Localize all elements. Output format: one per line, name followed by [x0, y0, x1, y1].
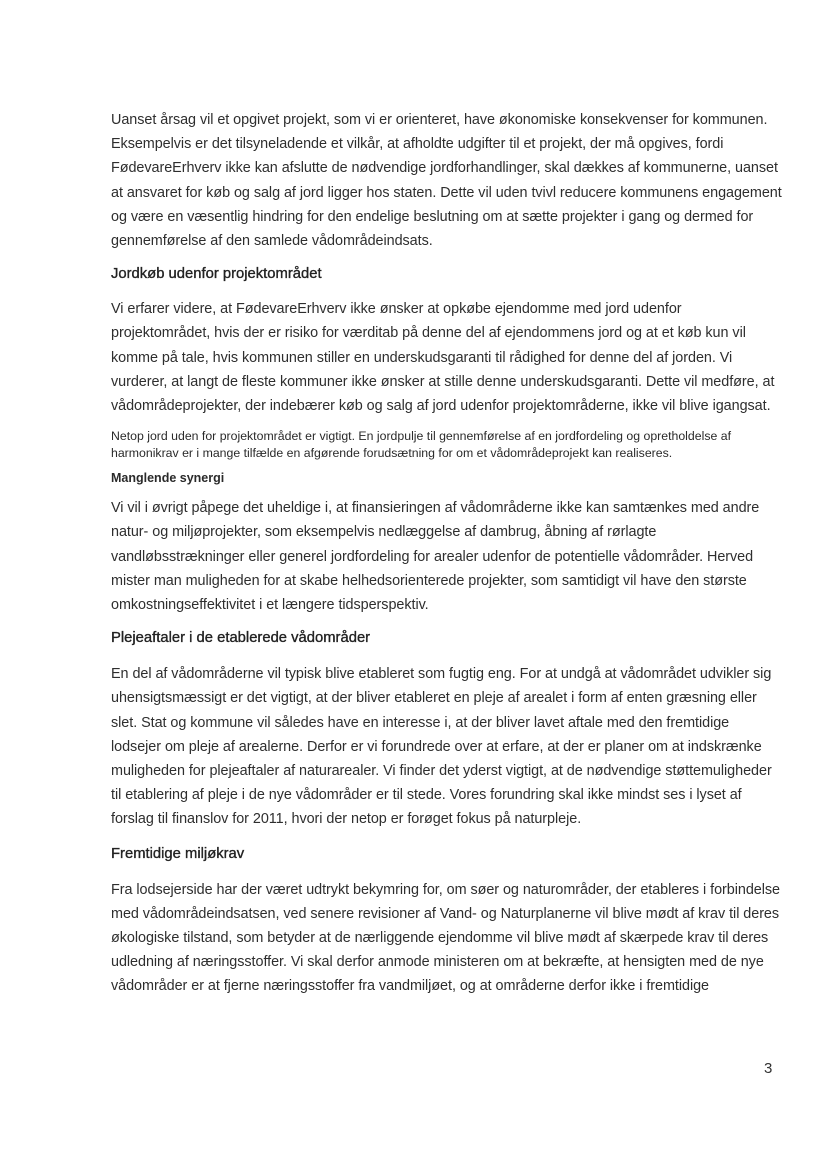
paragraph-miljoekrav: Fra lodsejerside har der været udtrykt bekymring for, om søer og naturområder, der etableres i forbindelse med vådområdeindsatsen, ved senere revisioner af Vand- og Naturplanerne vil blive mødt af krav til deres økologiske tilstand, som betyder at de nærliggende ejendomme vil blive mødt af skærpede krav til deres udledning af næringsstoffer. Vi skal derfor anmode ministeren om at bekræfte, at hensigten med de nye vådområder er at fjerne næringsstoffer fra vandmiljøet, og at områderne derfor ikke i fremtidige: [111, 881, 780, 995]
page-number: 3: [764, 1060, 773, 1077]
document-body: [111, 108, 783, 999]
heading-fremtidige-miljoekrav: Fremtidige miljøkrav: [111, 845, 245, 862]
paragraph-jordkoeb: Vi erfarer videre, at FødevareErhverv ikke ønsker at opkøbe ejendomme med jord udenfor projektområdet, hvis der er risiko for værditab på denne del af ejendommens jord og at et køb kun vil komme på tale, hvis kommunen stiller en underskudsgaranti til rådighed for denne del af jorden. Vi vurderer, at langt de fleste kommuner ikke ønsker at stille denne underskudsgaranti. Dette vil medføre, at vådområdeprojekter, der indebærer køb og salg af jord udenfor projektområderne, ikke vil blive igangsat.: [111, 301, 775, 415]
paragraph-note: Netop jord uden for projektområdet er vigtigt. En jordpulje til gennemførelse af en jordfordeling og opretholdelse af harmonikrav er i mange tilfælde en afgørende forudsætning for om et vådområdeprojekt kan realiseres.: [111, 429, 731, 460]
heading-plejeaftaler: Plejeaftaler i de etablerede vådområder: [111, 630, 371, 647]
heading-jordkoeb: Jordkøb udenfor projektområdet: [111, 266, 322, 283]
paragraph-plejeaftaler: En del af vådområderne vil typisk blive etableret som fugtig eng. For at undgå at vådområdet udvikler sig uhensigtsmæssigt er det vigtigt, at der bliver etableret en pleje af arealet i form af enten græsning eller slet. Stat og kommune vil således have en interesse i, at der bliver lavet aftale med den fremtidige lodsejer om pleje af arealerne. Derfor er vi forundrede over at erfare, at der er planer om at indskrænke muligheden for plejeaftaler af naturarealer. Vi finder det yderst vigtigt, at de nødvendige støttemuligheder til etablering af pleje i de nye vådområder er til stede. Vores forundring skal ikke mindst ses i lyset af forslag til finanslov for 2011, hvori der netop er forøget fokus på naturpleje.: [111, 666, 772, 828]
heading-manglende-synergi: Manglende synergi: [111, 471, 225, 486]
paragraph-synergi: Vi vil i øvrigt påpege det uheldige i, at finansieringen af vådområderne ikke kan samtænkes med andre natur- og miljøprojekter, som eksempelvis nedlæggelse af dambrug, åbning af rørlagte vandløbsstrækninger eller generel jordfordeling for arealer udenfor de potentielle vådområder. Herved mister man muligheden for at skabe helhedsorienterede projekter, som samtidigt vil have den største omkostningseffektivitet i et længere tidsperspektiv.: [111, 500, 760, 614]
paragraph-intro: Uanset årsag vil et opgivet projekt, som vi er orienteret, have økonomiske konsekvenser for kommunen. Eksempelvis er det tilsyneladende et vilkår, at afholdte udgifter til et projekt, der må opgives, fordi FødevareErhverv ikke kan afslutte de nødvendige jordforhandlinger, skal dækkes af kommunerne, uanset at ansvaret for køb og salg af jord ligger hos staten. Dette vil uden tvivl reducere kommunens engagement og være en væsentlig hindring for den endelige beslutning om at sætte projekter i gang og dermed for gennemførelse af den samlede vådområdeindsats.: [111, 112, 782, 250]
